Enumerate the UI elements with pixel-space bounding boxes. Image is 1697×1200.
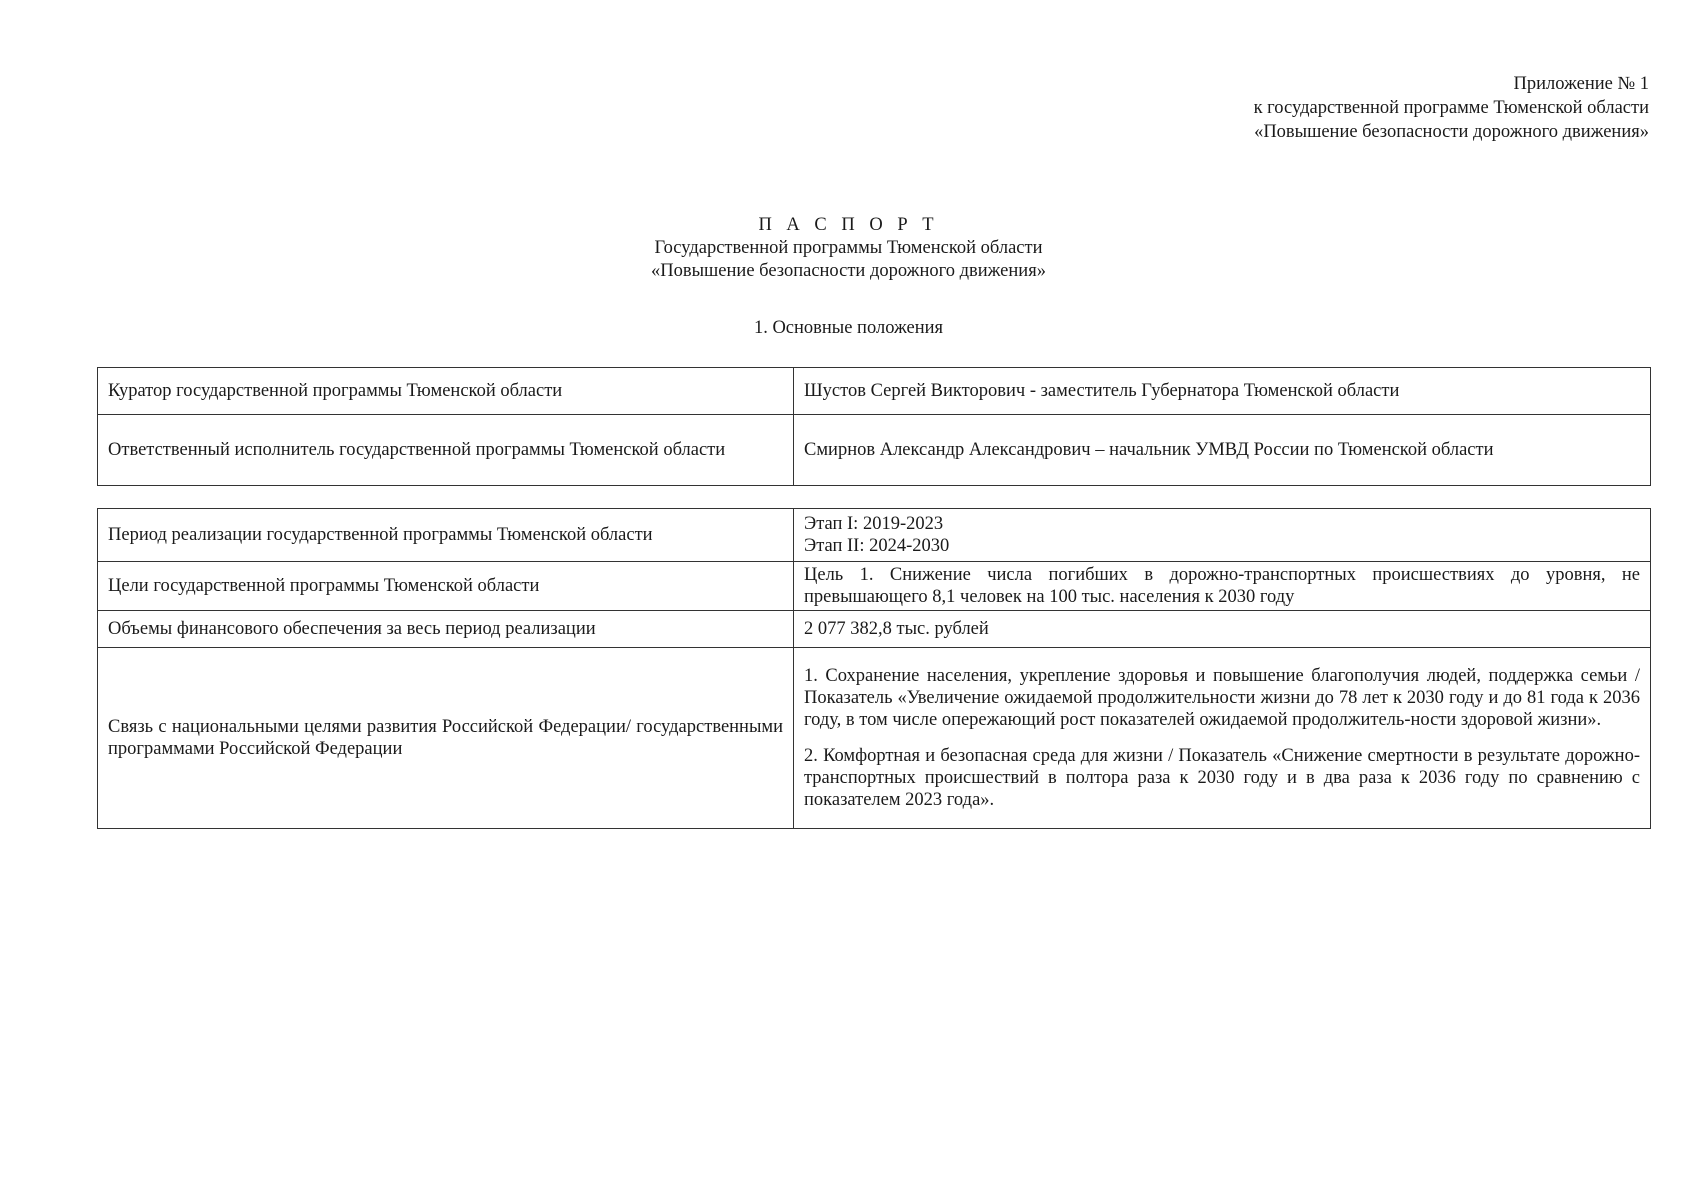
executor-value: Смирнов Александр Александрович – начальник УМВД России по Тюменской области [794, 415, 1651, 486]
national-goals-label: Связь с национальными целями развития Российской Федерации/ государственными программами Российской Федерации [98, 648, 794, 829]
appendix-line-1: Приложение № 1 [1513, 74, 1649, 94]
document-title [0, 214, 1697, 283]
appendix-line-3: «Повышение безопасности дорожного движения» [1254, 122, 1649, 142]
table-row-curator [98, 368, 1651, 415]
table-row-period [98, 509, 1651, 562]
curator-label: Куратор государственной программы Тюменской области [98, 368, 794, 415]
national-goal-item-1: 1. Сохранение населения, укрепление здоровья и повышение благополучия людей, поддержка семьи / Показатель «Увеличение ожидаемой продолжительности жизни до 78 лет к 2030 году и до 81 года к 2036 году, в том числе опережающий рост показателей ожидаемой продолжитель-ности здоровой жизни». [804, 666, 1640, 730]
main-provisions-table-2 [97, 508, 1651, 829]
period-label: Период реализации государственной программы Тюменской области [98, 509, 794, 562]
stage-2: Этап II: 2024-2030 [804, 536, 950, 556]
funding-value: 2 077 382,8 тыс. рублей [794, 611, 1651, 648]
goals-label: Цели государственной программы Тюменской области [98, 562, 794, 611]
curator-value: Шустов Сергей Викторович - заместитель Губернатора Тюменской области [794, 368, 1651, 415]
table-row-goals [98, 562, 1651, 611]
national-goals-value [794, 648, 1651, 829]
program-subtitle-2: «Повышение безопасности дорожного движения» [651, 261, 1046, 281]
table-row-national-goals [98, 648, 1651, 829]
program-subtitle-1: Государственной программы Тюменской области [654, 238, 1043, 258]
passport-heading: П А С П О Р Т [758, 215, 939, 235]
stage-1: Этап I: 2019-2023 [804, 514, 944, 534]
period-value [794, 509, 1651, 562]
appendix-header [1254, 72, 1649, 144]
main-provisions-table-1 [97, 367, 1651, 486]
section-title: 1. Основные положения [753, 318, 944, 338]
appendix-line-2: к государственной программе Тюменской области [1253, 98, 1649, 118]
table-row-executor [98, 415, 1651, 486]
funding-label: Объемы финансового обеспечения за весь период реализации [98, 611, 794, 648]
national-goal-item-2: 2. Комфортная и безопасная среда для жизни / Показатель «Снижение смертности в результате дорожно-транспортных происшествий в полтора раза к 2030 году и в два раза к 2036 году по сравнению с показателем 2023 года». [804, 746, 1640, 810]
executor-label: Ответственный исполнитель государственной программы Тюменской области [98, 415, 794, 486]
table-row-funding [98, 611, 1651, 648]
goals-value: Цель 1. Снижение числа погибших в дорожно-транспортных происшествиях до уровня, не превышающего 8,1 человек на 100 тыс. населения к 2030 году [794, 562, 1651, 611]
